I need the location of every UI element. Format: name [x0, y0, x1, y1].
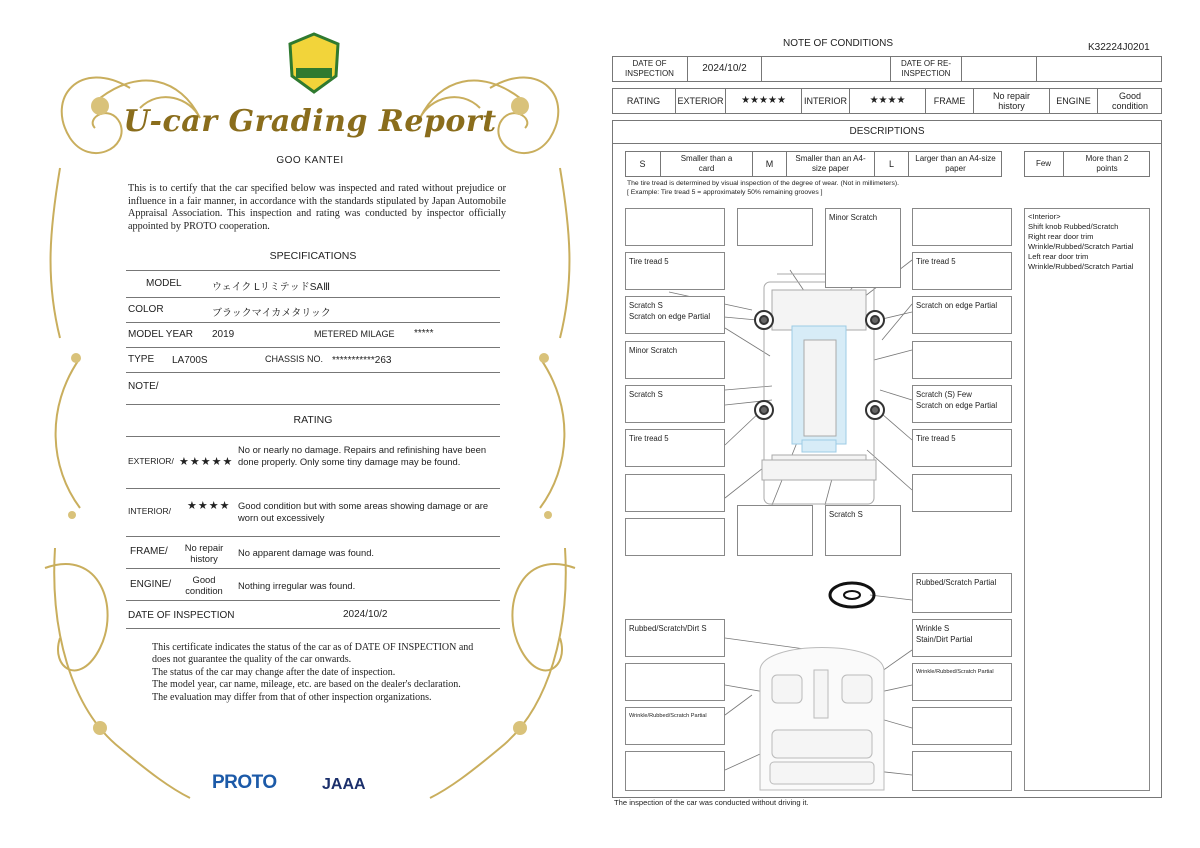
footer-line: The evaluation may differ from that of other inspection organizations.: [152, 691, 432, 703]
size-s-desc: Smaller than a card: [661, 151, 753, 177]
divider: [126, 297, 500, 298]
model-label: MODEL: [146, 278, 182, 289]
frame-value: No repair history: [974, 88, 1050, 114]
engine-value: Good condition: [1111, 91, 1149, 111]
condition-box: [625, 474, 725, 512]
condition-box-rear: Scratch S: [825, 505, 901, 556]
reference-number: K32224J0201: [1088, 42, 1150, 53]
frame-label: FRAME/: [130, 546, 168, 557]
color-value: ブラックマイカメタリック: [212, 308, 331, 319]
divider: [126, 600, 500, 601]
size-l: L: [875, 151, 909, 177]
interior-stars: ★★★★: [850, 88, 926, 114]
size-m-desc: Smaller than an A4-size paper: [787, 151, 875, 177]
footer-line: This certificate indicates the status of the car as of DATE OF INSPECTION and does not guarantee the quality of the car onwards.: [152, 642, 474, 666]
report-title: U-car Grading Report: [123, 104, 497, 139]
condition-box: [625, 663, 725, 701]
divider: [126, 568, 500, 569]
divider: [126, 347, 500, 348]
condition-box-tire-left-rear: Tire tread 5: [625, 429, 725, 467]
engine-label: ENGINE: [1050, 88, 1098, 114]
certificate-footer: [152, 642, 492, 704]
engine-label: ENGINE/: [130, 579, 172, 590]
date-of-inspection-label: DATE OF INSPECTION: [128, 610, 235, 621]
condition-box: [912, 474, 1012, 512]
divider: [126, 372, 500, 373]
size-m: M: [753, 151, 787, 177]
condition-box-left-door-trim: Wrinkle/Rubbed/Scratch Partial: [625, 707, 725, 745]
divider: [126, 488, 500, 489]
metered-milage-label: METERED MILAGE: [314, 329, 395, 339]
condition-box-tire-right-rear: Tire tread 5: [912, 429, 1012, 467]
exterior-description: No or nearly no damage. Repairs and refinishing have been done properly. Only some tiny damage may be found.: [238, 444, 487, 467]
condition-box-minor-scratch-left: Minor Scratch: [625, 341, 725, 379]
specifications-heading: SPECIFICATIONS: [269, 250, 357, 262]
model-year-label: MODEL YEAR: [128, 329, 194, 340]
condition-box-minor-scratch-top: Minor Scratch: [825, 208, 901, 288]
interior-stars: ★★★★: [187, 500, 231, 512]
certification-statement: This is to certify that the car specified below was inspected and rated without prejudice or influence in a fair manner, in accordance with the standards stipulated by Japan Automobile Appraisal Association. This inspection and rating was conducted by inspector officially appointed by PROTO cooperation.: [128, 183, 506, 232]
chassis-value: ***********263: [332, 355, 392, 366]
gold-ornament-frame: [40, 28, 580, 828]
divider: [126, 536, 500, 537]
re-inspection-label: DATE OF RE-INSPECTION: [890, 56, 962, 82]
exterior-label: EXTERIOR: [676, 88, 726, 114]
exterior-stars: ★★★★★: [179, 456, 234, 468]
condition-box: [912, 707, 1012, 745]
divider: [1036, 56, 1037, 82]
condition-box-steering-wheel: Rubbed/Scratch Partial: [912, 573, 1012, 613]
condition-box: [912, 751, 1012, 791]
footer-line: The model year, car name, mileage, etc. are based on the dealer's declaration.: [152, 679, 461, 691]
steering-wheel-icon: [830, 583, 874, 607]
condition-box: [625, 208, 725, 246]
type-value: LA700S: [172, 355, 208, 366]
interior-label: INTERIOR/: [128, 506, 171, 516]
divider: [126, 404, 500, 405]
frame-value: No repair history: [184, 542, 224, 564]
condition-box-dashboard: Rubbed/Scratch/Dirt S: [625, 619, 725, 657]
date-of-inspection-value: 2024/10/2: [688, 56, 762, 82]
proto-brand-logo: PROTO: [212, 772, 277, 793]
condition-box: [625, 751, 725, 791]
condition-box-seat: Wrinkle S Stain/Dirt Partial: [912, 619, 1012, 657]
condition-box-right-door-trim: Wrinkle/Rubbed/Scratch Partial: [912, 663, 1012, 701]
divider: [126, 436, 500, 437]
divider: [126, 322, 500, 323]
condition-box-left-scratch: Scratch S Scratch on edge Partial: [625, 296, 725, 334]
descriptions-heading: DESCRIPTIONS: [612, 120, 1162, 144]
frame-description: No apparent damage was found.: [238, 547, 375, 558]
tire-example: [ Example: Tire tread 5 = approximately 50% remaining grooves ]: [627, 189, 823, 196]
note-title: NOTE OF CONDITIONS: [783, 38, 893, 49]
condition-box-right-scratch: Scratch on edge Partial: [912, 296, 1012, 334]
exterior-label: EXTERIOR/: [128, 456, 174, 466]
date-of-inspection-label: DATE OF INSPECTION: [612, 56, 688, 82]
few-desc: More than 2 points: [1085, 154, 1129, 173]
date-of-inspection-value: 2024/10/2: [343, 609, 388, 620]
rating-heading: RATING: [293, 414, 333, 426]
certificate: [40, 28, 580, 828]
report-subtitle: GOO KANTEI: [276, 155, 344, 166]
goo-kantei-logo: [288, 32, 340, 94]
footer-line: The status of the car may change after the date of inspection.: [152, 666, 396, 678]
inspection-footer: The inspection of the car was conducted without driving it.: [614, 798, 809, 807]
condition-box-tire-right-front: Tire tread 5: [912, 252, 1012, 290]
frame-label: FRAME: [926, 88, 974, 114]
chassis-label: CHASSIS NO.: [265, 354, 324, 364]
metered-milage-value: *****: [414, 328, 434, 339]
condition-box: [625, 518, 725, 556]
interior-description: Good condition but with some areas showing damage or are worn out excessively: [238, 500, 489, 523]
engine-description: Nothing irregular was found.: [238, 580, 356, 591]
size-s: S: [625, 151, 661, 177]
model-value: ウェイク LリミテッドSAⅢ: [212, 282, 330, 293]
divider: [126, 270, 500, 271]
interior-label: INTERIOR: [802, 88, 850, 114]
condition-box-right-few: Scratch (S) Few Scratch on edge Partial: [912, 385, 1012, 423]
divider: [126, 628, 500, 629]
color-label: COLOR: [128, 304, 164, 315]
condition-box: [737, 505, 813, 556]
interior-notes-box: <Interior> Shift knob Rubbed/Scratch Right rear door trim Wrinkle/Rubbed/Scratch Partial Left rear door trim Wrinkle/Rubbed/Scratch Partial: [1024, 208, 1150, 791]
note-label: NOTE/: [128, 381, 159, 392]
tire-note: The tire tread is determined by visual inspection of the degree of wear. (Not in millimeters).: [627, 180, 899, 187]
jaaa-brand-logo: JAAA: [322, 776, 366, 793]
few-label: Few: [1024, 151, 1064, 177]
model-year-value: 2019: [212, 329, 235, 340]
condition-box: [912, 341, 1012, 379]
type-label: TYPE: [128, 354, 155, 365]
engine-value: Good condition: [185, 574, 223, 596]
condition-box-tire-left-front: Tire tread 5: [625, 252, 725, 290]
condition-box-scratch-left: Scratch S: [625, 385, 725, 423]
condition-box: [912, 208, 1012, 246]
rating-label: RATING: [612, 88, 676, 114]
condition-box: [737, 208, 813, 246]
exterior-stars: ★★★★★: [726, 88, 802, 114]
size-l-desc: Larger than an A4-size paper: [915, 154, 996, 173]
